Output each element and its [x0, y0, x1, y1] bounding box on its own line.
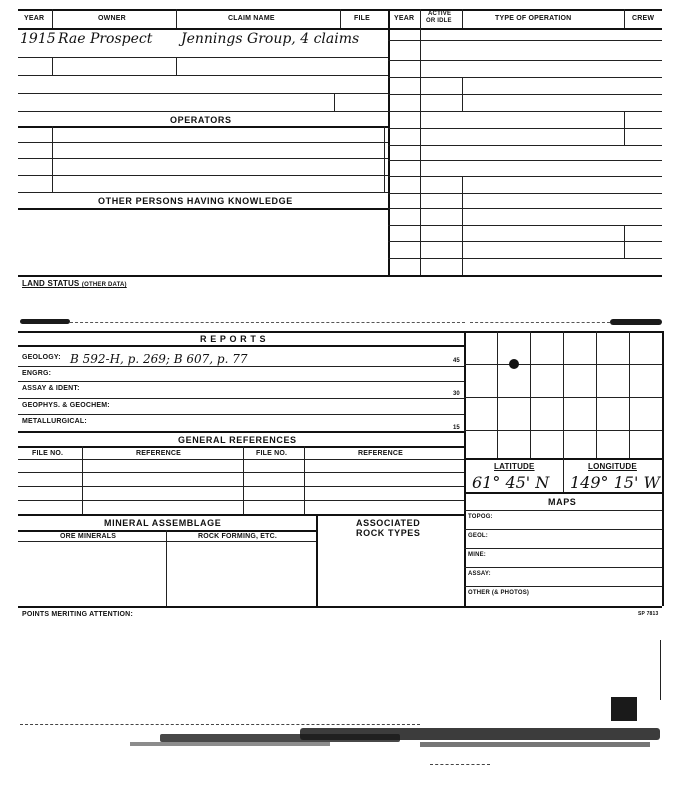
file-no-header-2: FILE NO.	[256, 450, 288, 457]
form-number: SP 7813	[638, 611, 659, 617]
mineral-assemblage-heading: MINERAL ASSEMBLAGE	[104, 518, 222, 528]
location-marker	[509, 359, 519, 369]
header-type-of-operation: TYPE OF OPERATION	[495, 15, 572, 22]
header-year-2: YEAR	[394, 15, 415, 22]
scan-block	[611, 697, 637, 721]
number-30: 30	[453, 391, 460, 397]
header-idle: OR IDLE	[426, 18, 452, 24]
geology-value: B 592-H, p. 269; B 607, p. 77	[70, 352, 248, 366]
number-45: 45	[453, 358, 460, 364]
geology-label: GEOLOGY:	[22, 354, 61, 361]
assay-map-label: ASSAY:	[468, 571, 491, 577]
reference-header-2: REFERENCE	[358, 450, 403, 457]
scan-mark-left	[20, 319, 70, 324]
operators-heading: OPERATORS	[170, 115, 232, 125]
scan-noise-4	[420, 742, 650, 747]
topog-label: TOPOG:	[468, 514, 493, 520]
reports-heading: R E P O R T S	[200, 334, 267, 344]
general-references-heading: GENERAL REFERENCES	[178, 435, 297, 445]
header-file: FILE	[354, 15, 370, 22]
land-status-label	[22, 279, 127, 288]
rock-forming-header: ROCK FORMING, ETC.	[198, 533, 278, 540]
geol-label: GEOL:	[468, 533, 488, 539]
entry-year: 1915	[20, 31, 56, 47]
mine-label: MINE:	[468, 552, 486, 558]
scan-noise-3	[130, 742, 330, 746]
engrg-label: ENGRG:	[22, 370, 52, 377]
header-claim-name: CLAIM NAME	[228, 15, 275, 22]
scan-noise-2	[300, 728, 660, 740]
header-year: YEAR	[24, 15, 45, 22]
ore-minerals-header: ORE MINERALS	[60, 533, 117, 540]
points-meriting-attention: POINTS MERITING ATTENTION:	[22, 611, 133, 618]
land-status-text: LAND STATUS	[22, 279, 80, 288]
associated-label: ASSOCIATED	[356, 518, 421, 528]
longitude-value: 149° 15' W	[570, 473, 660, 492]
header-active: ACTIVE	[428, 11, 452, 17]
other-persons-heading: OTHER PERSONS HAVING KNOWLEDGE	[98, 196, 293, 206]
geophys-label: GEOPHYS. & GEOCHEM:	[22, 402, 110, 409]
header-owner: OWNER	[98, 15, 126, 22]
number-15: 15	[453, 425, 460, 431]
latitude-label: LATITUDE	[494, 462, 535, 471]
header-crew: CREW	[632, 15, 655, 22]
latitude-value: 61° 45' N	[472, 473, 550, 492]
entry-owner: Rae Prospect	[58, 31, 153, 47]
land-status-sub: (OTHER DATA)	[81, 282, 127, 288]
reference-header: REFERENCE	[136, 450, 181, 457]
other-photos-label: OTHER (& PHOTOS)	[468, 590, 530, 596]
file-no-header: FILE NO.	[32, 450, 64, 457]
assay-ident-label: ASSAY & IDENT:	[22, 385, 80, 392]
scan-mark-right	[610, 319, 662, 325]
rock-types-label: ROCK TYPES	[356, 528, 421, 538]
entry-claim: Jennings Group, 4 claims	[181, 31, 360, 47]
longitude-label: LONGITUDE	[588, 462, 637, 471]
maps-heading: MAPS	[548, 497, 577, 507]
metallurgical-label: METALLURGICAL:	[22, 418, 87, 425]
